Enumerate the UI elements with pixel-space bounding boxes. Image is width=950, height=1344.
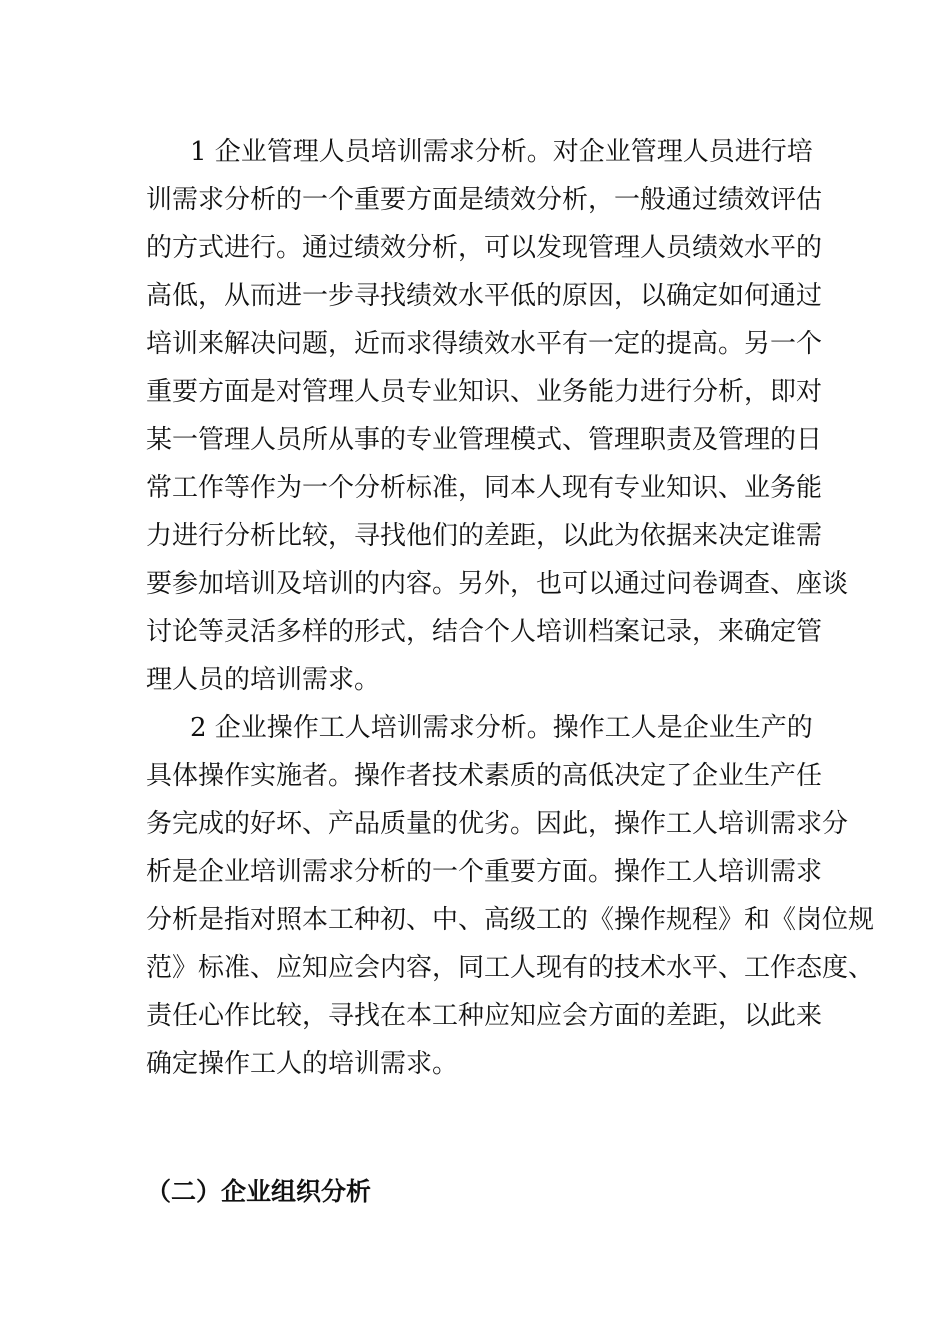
paragraph-2-line-7: 责任心作比较，寻找在本工种应知应会方面的差距，以此来 <box>146 1001 823 1031</box>
paragraph-2-line-1: 2 企业操作工人培训需求分析。操作工人是企业生产的 <box>190 713 813 743</box>
paragraph-1-line-8: 常工作等作为一个分析标准，同本人现有专业知识、业务能 <box>146 473 823 503</box>
paragraph-1-line-4: 高低，从而进一步寻找绩效水平低的原因，以确定如何通过 <box>146 281 823 311</box>
paragraph-1-line-6: 重要方面是对管理人员专业知识、业务能力进行分析，即对 <box>146 377 823 407</box>
paragraph-2-line-6: 范》标准、应知应会内容，同工人现有的技术水平、工作态度、 <box>146 953 875 983</box>
paragraph-1-line-11: 讨论等灵活多样的形式，结合个人培训档案记录，来确定管 <box>146 617 823 647</box>
paragraph-2-line-4: 析是企业培训需求分析的一个重要方面。操作工人培训需求 <box>146 857 823 887</box>
paragraph-1-line-12: 理人员的培训需求。 <box>146 665 381 695</box>
paragraph-2-line-3: 务完成的好坏、产品质量的优劣。因此，操作工人培训需求分 <box>146 809 849 839</box>
section-heading: （二）企业组织分析 <box>146 1177 372 1206</box>
paragraph-1-line-7: 某一管理人员所从事的专业管理模式、管理职责及管理的日 <box>146 425 823 455</box>
paragraph-2-line-8: 确定操作工人的培训需求。 <box>146 1049 459 1079</box>
paragraph-1-line-5: 培训来解决问题，近而求得绩效水平有一定的提高。另一个 <box>146 329 823 359</box>
paragraph-1-line-1: 1 企业管理人员培训需求分析。对企业管理人员进行培 <box>190 137 813 167</box>
paragraph-2-line-5: 分析是指对照本工种初、中、高级工的《操作规程》和《岗位规 <box>146 905 875 935</box>
paragraph-1-line-2: 训需求分析的一个重要方面是绩效分析，一般通过绩效评估 <box>146 185 823 215</box>
paragraph-1-line-10: 要参加培训及培训的内容。另外，也可以通过问卷调查、座谈 <box>146 569 849 599</box>
paragraph-1-line-3: 的方式进行。通过绩效分析，可以发现管理人员绩效水平的 <box>146 233 823 263</box>
paragraph-2-line-2: 具体操作实施者。操作者技术素质的高低决定了企业生产任 <box>146 761 823 791</box>
paragraph-1-line-9: 力进行分析比较，寻找他们的差距，以此为依据来决定谁需 <box>146 521 823 551</box>
